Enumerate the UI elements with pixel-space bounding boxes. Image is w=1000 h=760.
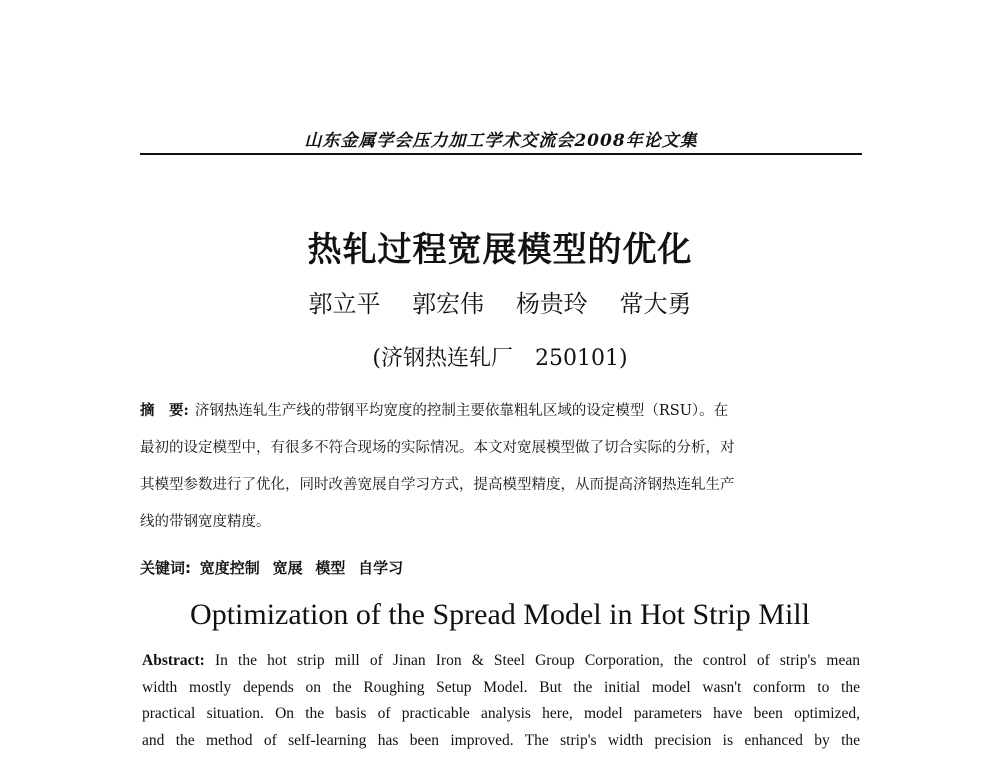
header-rule xyxy=(140,153,862,155)
keywords-label: 关键词: xyxy=(140,559,191,577)
keyword: 宽展 xyxy=(272,559,303,577)
author-name: 郭立平 xyxy=(308,290,381,318)
keyword: 宽度控制 xyxy=(199,559,260,577)
english-abstract xyxy=(142,648,860,754)
english-abstract-line: width mostly depends on the Roughing Setup Model. But the initial model wasn't conform to the xyxy=(142,678,860,696)
english-abstract-line: and the method of self-learning has been improved. The strip's width precision is enhanced by the xyxy=(142,731,860,749)
english-abstract-line: practical situation. On the basis of practicable analysis here, model parameters have been optimized, xyxy=(142,705,860,722)
keywords xyxy=(140,557,862,578)
running-header: 山东金属学会压力加工学术交流会2008年论文集 xyxy=(304,131,698,151)
english-abstract-label: Abstract: xyxy=(142,652,205,669)
author-name: 郭宏伟 xyxy=(412,290,485,318)
keyword: 模型 xyxy=(315,559,346,577)
chinese-title: 热轧过程宽展模型的优化 xyxy=(307,230,693,270)
chinese-abstract xyxy=(140,392,862,541)
chinese-abstract-line xyxy=(140,392,862,430)
author-name: 杨贵玲 xyxy=(515,290,588,318)
keyword: 自学习 xyxy=(358,559,404,577)
english-title: Optimization of the Spread Model in Hot Strip Mill xyxy=(190,598,810,631)
chinese-abstract-line: 其模型参数进行了优化，同时改善宽展自学习方式，提高模型精度，从而提高济钢热连轧生产 xyxy=(140,477,735,493)
chinese-abstract-line: 最初的设定模型中，有很多不符合现场的实际情况。本文对宽展模型做了切合实际的分析，对 xyxy=(140,440,735,456)
author-name: 常大勇 xyxy=(619,290,692,318)
chinese-abstract-line: 线的带钢宽度精度。 xyxy=(140,514,271,530)
author-list xyxy=(0,284,1000,319)
english-abstract-text: In the hot strip mill of Jinan Iron & Steel Group Corporation, the control of strip's mean xyxy=(214,652,860,669)
keywords-list xyxy=(200,559,411,577)
chinese-abstract-label: 摘 要: xyxy=(140,402,189,419)
english-abstract-line xyxy=(142,648,860,675)
affiliation: (济钢热连轧厂 250101) xyxy=(372,346,628,371)
chinese-abstract-text: 济钢热连轧生产线的带钢平均宽度的控制主要依靠粗轧区域的设定模型（RSU）。在 xyxy=(194,403,729,419)
